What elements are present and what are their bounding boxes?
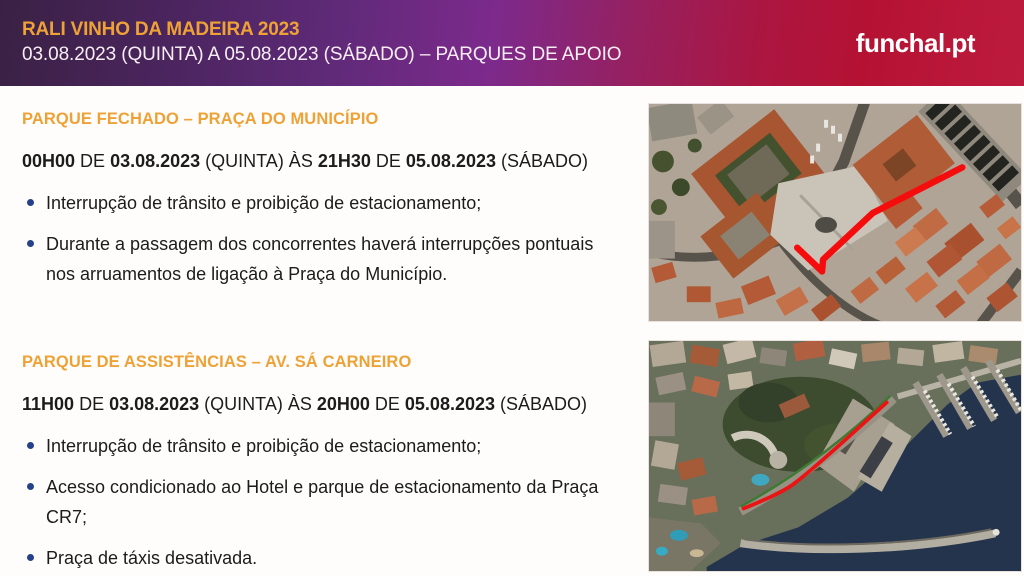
schedule-segment: 00H00 bbox=[22, 151, 76, 171]
aerial-map-praca-do-municipio bbox=[648, 103, 1022, 322]
schedule-segment: (QUINTA) ÀS bbox=[200, 151, 318, 171]
schedule-segment: (QUINTA) ÀS bbox=[199, 394, 317, 414]
schedule-segment: (SÁBADO) bbox=[495, 151, 588, 171]
bullet-item: Acesso condicionado ao Hotel e parque de estacionamento da Praça CR7; bbox=[22, 472, 607, 532]
bullet-item: Durante a passagem dos concorrentes haverá interrupções pontuais nos arruamentos de ligação à Praça do Município. bbox=[22, 229, 607, 289]
slide-subtitle: 03.08.2023 (QUINTA) A 05.08.2023 (SÁBADO) – PARQUES DE APOIO bbox=[22, 44, 622, 65]
slide-title: RALI VINHO DA MADEIRA 2023 bbox=[22, 19, 300, 40]
schedule-segment: DE bbox=[74, 394, 110, 414]
schedule-line bbox=[22, 392, 627, 416]
aerial-map-image bbox=[649, 104, 1021, 321]
schedule-segment: 05.08.2023 bbox=[405, 151, 496, 171]
bullet-list bbox=[22, 431, 607, 573]
bullet-item: Interrupção de trânsito e proibição de estacionamento; bbox=[22, 188, 607, 218]
schedule-segment: 21H30 bbox=[317, 151, 371, 171]
schedule-segment: DE bbox=[370, 151, 406, 171]
aerial-map-image bbox=[649, 341, 1021, 571]
section-heading: PARQUE FECHADO – PRAÇA DO MUNICÍPIO bbox=[22, 110, 379, 128]
schedule-segment: (SÁBADO) bbox=[495, 394, 588, 414]
schedule-segment: 03.08.2023 bbox=[110, 151, 201, 171]
schedule-segment: 11H00 bbox=[22, 394, 75, 414]
funchal-logo: funchal.pt bbox=[855, 28, 975, 58]
section-parque-fechado bbox=[22, 108, 627, 300]
aerial-map-av-sa-carneiro bbox=[648, 340, 1022, 572]
schedule-segment: 20H00 bbox=[316, 394, 370, 414]
bullet-list bbox=[22, 188, 607, 289]
header-band bbox=[0, 0, 1024, 86]
section-parque-assistencias bbox=[22, 351, 627, 584]
bullet-item: Praça de táxis desativada. bbox=[22, 543, 607, 573]
bullet-item: Interrupção de trânsito e proibição de estacionamento; bbox=[22, 431, 607, 461]
schedule-segment: DE bbox=[369, 394, 405, 414]
schedule-line bbox=[22, 149, 627, 173]
schedule-segment: 05.08.2023 bbox=[404, 394, 495, 414]
section-heading: PARQUE DE ASSISTÊNCIAS – AV. SÁ CARNEIRO bbox=[22, 353, 412, 371]
schedule-segment: DE bbox=[75, 151, 111, 171]
schedule-segment: 03.08.2023 bbox=[109, 394, 200, 414]
